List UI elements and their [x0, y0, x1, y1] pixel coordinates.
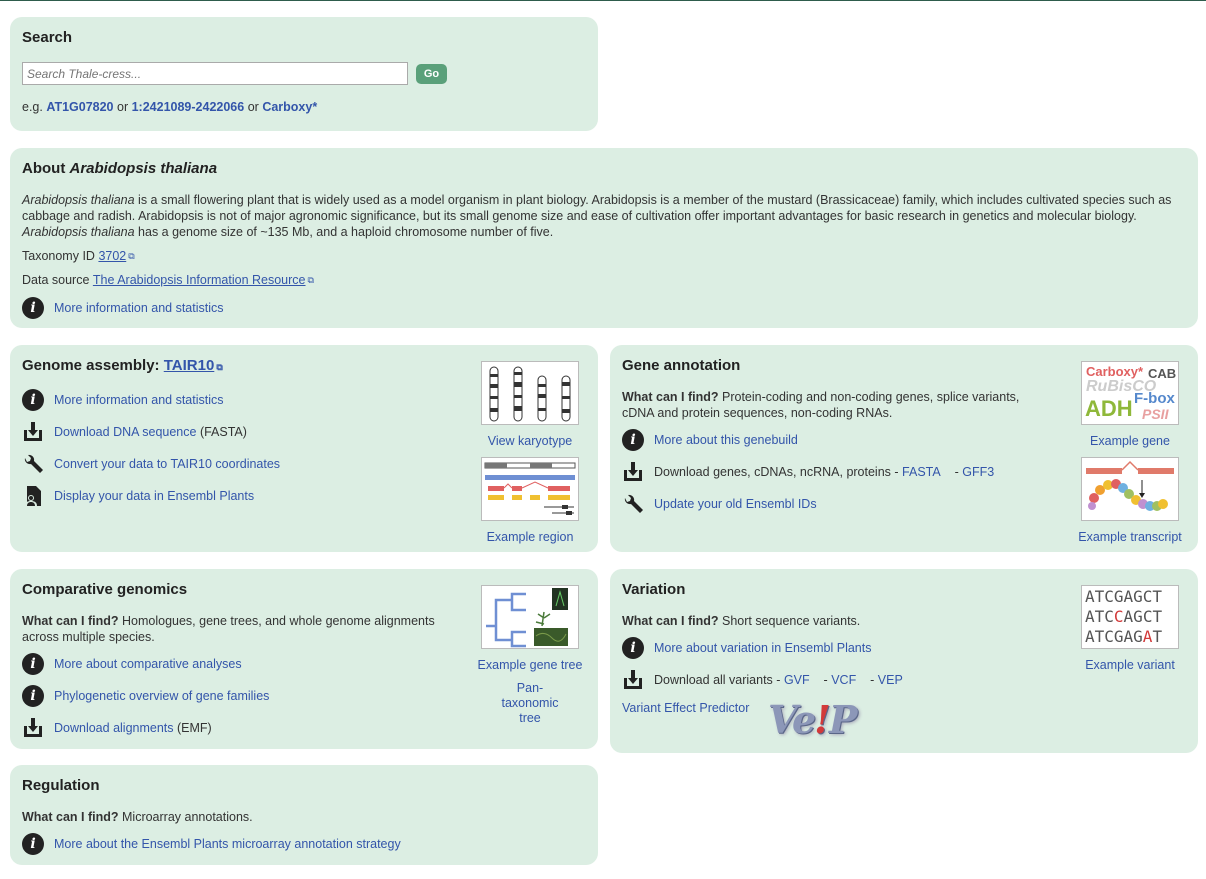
about-title-species: Arabidopsis thaliana — [69, 160, 218, 177]
thumb-word: RuBisCO — [1086, 378, 1157, 395]
species-name: Arabidopsis thaliana — [22, 225, 135, 239]
assembly-panel — [10, 345, 598, 552]
taxonomy-id-link[interactable]: 3702 — [98, 249, 127, 263]
transcript-image — [1082, 458, 1178, 520]
compara-more-link[interactable]: More about comparative analyses — [54, 657, 242, 671]
thumb-word: Carboxy* — [1086, 364, 1144, 379]
info-icon: i — [622, 429, 644, 451]
info-icon: i — [22, 297, 44, 319]
about-more-info-row — [22, 297, 224, 319]
variation-title: Variation — [622, 581, 686, 598]
regulation-panel — [10, 765, 598, 865]
sequence-line: ATCCAGCT — [1085, 607, 1163, 626]
example-transcript-link[interactable]: Example transcript — [1078, 530, 1182, 544]
view-karyotype-link[interactable]: View karyotype — [487, 434, 573, 448]
search-input[interactable] — [22, 62, 408, 85]
find-label: What can I find? — [22, 614, 119, 628]
about-more-info-link[interactable]: More information and statistics — [54, 301, 224, 315]
variation-more-link[interactable]: More about variation in Ensembl Plants — [654, 641, 872, 655]
gene-thumbnail[interactable] — [1081, 361, 1179, 425]
external-link-icon: ⧉ — [216, 362, 223, 372]
variant-thumbnail[interactable] — [1081, 585, 1179, 649]
download-genes-text: Download genes, cDNAs, ncRNA, proteins - — [654, 465, 899, 479]
regulation-more-link[interactable]: More about the Ensembl Plants microarray annotation strategy — [54, 837, 401, 851]
species-name: Arabidopsis thaliana — [22, 193, 135, 207]
go-button[interactable]: Go — [416, 64, 447, 84]
karyotype-thumbnail[interactable] — [481, 361, 579, 425]
download-dna-row — [22, 421, 247, 443]
info-icon: i — [22, 653, 44, 675]
search-panel — [10, 17, 598, 131]
about-text-1: is a small flowering plant that is widely used as a model organism in plant biology. Arabidopsis is a member of the mustard (Brassicaceae) family, which includes cultivated species such as cabbage and radish. Arabidopsis is not of major agronomic significance, but its small genome size and ease of cultivation offer important advantages for basic research in genetics and molecular biology. — [22, 193, 1172, 223]
gene-annotation-panel — [610, 345, 1198, 552]
regulation-more-row — [22, 833, 401, 855]
assembly-more-info-row — [22, 389, 224, 411]
wrench-icon — [22, 453, 44, 475]
find-description: Homologues, gene trees, and whole genome alignments across multiple species. — [22, 614, 435, 644]
vep-row — [622, 701, 749, 715]
eg-prefix: e.g. — [22, 100, 43, 114]
compara-panel — [10, 569, 598, 749]
variation-more-row — [622, 637, 871, 659]
external-link-icon: ⧉ — [307, 274, 314, 285]
gene-tree-thumbnail[interactable] — [481, 585, 579, 649]
example-wildcard-link[interactable]: Carboxy* — [262, 100, 318, 114]
find-label: What can I find? — [622, 390, 719, 404]
wrench-icon — [622, 493, 644, 515]
download-dna-link[interactable]: Download DNA sequence — [54, 425, 197, 439]
gff3-link[interactable]: GFF3 — [962, 465, 995, 479]
taxonomy-label: Taxonomy ID — [22, 249, 95, 263]
thumb-word: ADH — [1085, 396, 1133, 421]
compara-title: Comparative genomics — [22, 581, 188, 598]
convert-row — [22, 453, 280, 475]
about-panel — [10, 148, 1198, 328]
update-ids-row — [622, 493, 817, 515]
search-examples — [22, 100, 317, 114]
gene-find-text — [622, 389, 1048, 421]
about-title — [22, 160, 1186, 177]
compara-find-text — [22, 613, 458, 645]
phylo-link[interactable]: Phylogenetic overview of gene families — [54, 689, 270, 703]
external-link-icon: ⧉ — [128, 250, 135, 261]
example-variant-link[interactable]: Example variant — [1085, 658, 1175, 672]
user-document-icon — [22, 485, 44, 507]
regulation-title: Regulation — [22, 777, 100, 794]
vep-link[interactable]: Variant Effect Predictor — [622, 701, 750, 715]
example-gene-link[interactable]: Example gene — [1090, 434, 1170, 448]
find-description: Short sequence variants. — [718, 614, 861, 628]
info-icon: i — [22, 685, 44, 707]
assembly-more-info-link[interactable]: More information and statistics — [54, 393, 224, 407]
variation-find-text — [622, 613, 1048, 629]
thumb-word: F-box — [1134, 390, 1175, 407]
download-variants-row — [622, 669, 903, 691]
region-image — [482, 458, 578, 520]
download-alignments-link[interactable]: Download alignments — [54, 721, 174, 735]
separator: - — [823, 673, 828, 687]
info-icon: i — [622, 637, 644, 659]
assembly-title-label: Genome assembly: — [22, 357, 160, 374]
variation-panel — [610, 569, 1198, 753]
display-data-row — [22, 485, 254, 507]
download-dna-format: (FASTA) — [199, 425, 247, 439]
download-icon — [22, 421, 44, 443]
info-icon: i — [22, 833, 44, 855]
vcf-link[interactable]: VCF — [831, 673, 857, 687]
regulation-find-text — [22, 809, 584, 825]
source-label: Data source — [22, 273, 90, 287]
example-location-link[interactable]: 1:2421089-2422066 — [131, 100, 245, 114]
find-label: What can I find? — [622, 614, 719, 628]
download-icon — [622, 461, 644, 483]
info-icon: i — [22, 389, 44, 411]
source-row — [22, 273, 314, 287]
region-thumbnail[interactable] — [481, 457, 579, 521]
find-label: What can I find? — [22, 810, 119, 824]
search-title: Search — [22, 29, 73, 46]
compara-more-row — [22, 653, 242, 675]
separator: - — [870, 673, 875, 687]
pan-taxonomic-tree-link[interactable]: Pan-taxonomic tree — [501, 681, 559, 725]
update-ids-link[interactable]: Update your old Ensembl IDs — [654, 497, 817, 511]
or-text: or — [117, 100, 129, 114]
genebuild-link[interactable]: More about this genebuild — [654, 433, 798, 447]
thumb-word: CAB — [1148, 366, 1177, 381]
gvf-link[interactable]: GVF — [783, 673, 810, 687]
gene-annotation-title: Gene annotation — [622, 357, 741, 374]
about-title-prefix: About — [22, 160, 66, 177]
transcript-thumbnail[interactable] — [1081, 457, 1179, 521]
example-region-link[interactable]: Example region — [486, 530, 574, 544]
sequence-line: ATCGAGAT — [1085, 627, 1163, 646]
example-gene-tree-link[interactable]: Example gene tree — [477, 658, 583, 672]
gene-tree-image — [482, 586, 578, 648]
genebuild-row — [622, 429, 798, 451]
download-alignments-row — [22, 717, 212, 739]
about-text-2: has a genome size of ~135 Mb, and a haploid chromosome number of five. — [134, 225, 554, 239]
karyotype-chromosomes-image — [482, 362, 578, 424]
download-genes-row — [622, 461, 994, 483]
example-gene-link[interactable]: AT1G07820 — [46, 100, 114, 114]
convert-coordinates-link[interactable]: Convert your data to TAIR10 coordinates — [54, 457, 281, 471]
sequence-line: ATCGAGCT — [1085, 587, 1163, 606]
download-icon — [622, 669, 644, 691]
assembly-name-link[interactable]: TAIR10 — [163, 357, 215, 374]
download-alignments-format: (EMF) — [177, 721, 212, 735]
download-variants-text: Download all variants - — [654, 673, 781, 687]
or-text: or — [247, 100, 259, 114]
phylo-row — [22, 685, 269, 707]
find-description: Protein-coding and non-coding genes, splice variants, cDNA and protein sequences, non-coding RNAs. — [622, 390, 1020, 420]
vep-logo[interactable]: Ve!P — [768, 697, 856, 742]
display-data-link[interactable]: Display your data in Ensembl Plants — [54, 489, 255, 503]
separator: - — [954, 465, 959, 479]
fasta-link[interactable]: FASTA — [902, 465, 941, 479]
find-description: Microarray annotations. — [118, 810, 253, 824]
download-icon — [22, 717, 44, 739]
source-link[interactable]: The Arabidopsis Information Resource — [92, 273, 306, 287]
vep-download-link[interactable]: VEP — [877, 673, 903, 687]
taxonomy-row — [22, 249, 135, 263]
about-description — [22, 192, 1184, 240]
thumb-word: PSII — [1142, 406, 1169, 422]
